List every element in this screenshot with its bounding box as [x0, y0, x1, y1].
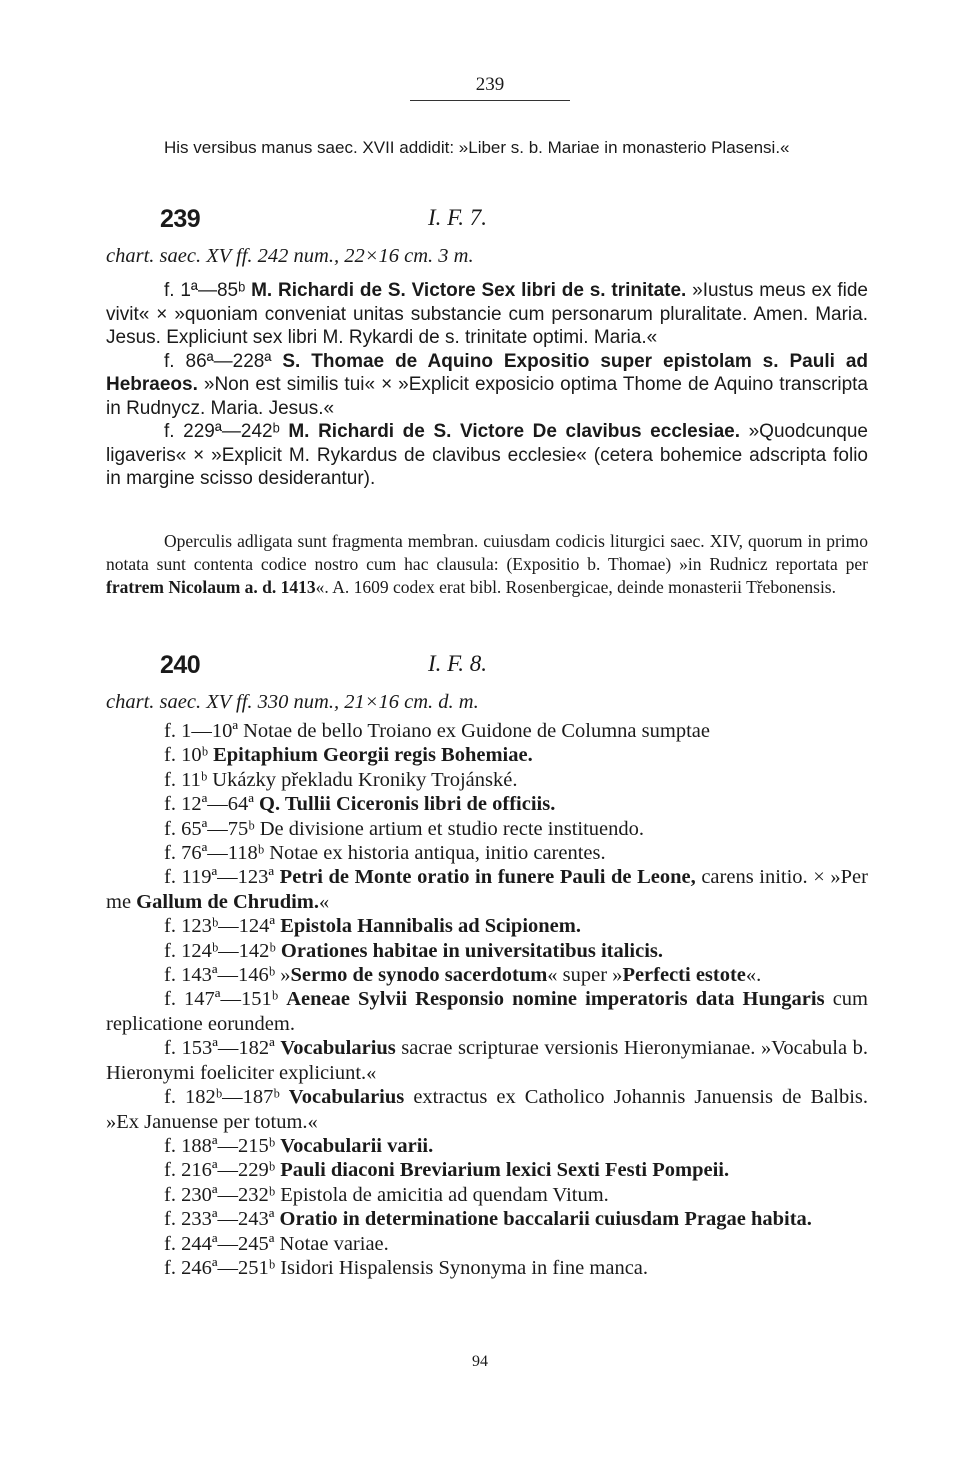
folio-range: f. 76ª—118ᵇ: [164, 842, 270, 865]
folio-range: f. 233ª—243ª: [164, 1208, 280, 1231]
folio-range: f. 246ª—251ᵇ: [164, 1256, 281, 1279]
folio-range: f. 86ª—228ª: [164, 350, 283, 372]
incipit-explicit: »Non est similis tui« × »Explicit exposicio optima Thome de Aquino transcripta in Rudnycz. Maria. Jesus.«: [106, 374, 868, 419]
content-item: [106, 1207, 868, 1231]
work-text: Isidori Hispalensis Synonyma in fine manca.: [280, 1256, 649, 1279]
entry-239-contents: [106, 279, 868, 491]
work-title: Q. Tullii Ciceronis libri de officiis.: [259, 793, 556, 816]
folio-range: f. 11ᵇ: [164, 768, 213, 791]
work-text: carens initio. × »Per me: [106, 866, 868, 913]
work-title: Oratio in determinatione baccalarii cuiusdam Pragae habita.: [279, 1208, 812, 1231]
work-text: Epistola de amicitia ad quendam Vitum.: [280, 1183, 609, 1206]
folio-range: f. 147ª—151ᵇ: [164, 988, 287, 1011]
work-title: Aeneae Sylvii Responsio nomine imperatoris data Hungaris: [286, 988, 825, 1011]
note-text: Operculis adligata sunt fragmenta membran. cuiusdam codicis liturgici saec. XIV, quorum in primo notata sunt contenta codice nostro cum hac clausula: (Expositio b. Thomae) »in Rudnicz reportata per: [106, 531, 868, 574]
work-title: Perfecti estote: [622, 964, 746, 987]
content-item: [106, 350, 868, 421]
work-text: Notae de bello Troiano ex Guidone de Columna sumptae: [243, 720, 710, 742]
work-title: M. Richardi de S. Victore Sex libri de s. trinitate.: [251, 280, 687, 301]
work-text: sacrae scripturae versionis Hieronymianae. »Vocabula b. Hieronymi foeliciter expliciunt.«: [106, 1037, 869, 1084]
work-text: extractus ex Catholico Johannis Januensis de Balbis. »Ex Januense per totum.«: [106, 1086, 868, 1133]
content-item: [106, 1085, 868, 1134]
entry-240: [106, 651, 868, 714]
work-text: De divisione artium et studio recte instituendo.: [259, 817, 645, 840]
folio-range: f. 216ª—229ᵇ: [164, 1159, 281, 1182]
work-text: «: [319, 890, 330, 913]
note-text-end: «. A. 1609 codex erat bibl. Rosenbergicae, deinde monasterii Třebonensis.: [315, 577, 836, 597]
content-item: [106, 987, 868, 1036]
intro-paragraph: [106, 137, 868, 159]
content-item: [106, 420, 868, 491]
entry-240-contents: [106, 719, 868, 1280]
content-item: [106, 743, 868, 767]
content-item: [106, 279, 868, 350]
entry-240-heading: [106, 651, 868, 691]
entry-239: [106, 205, 868, 268]
folio-range: f. 119ª—123ª: [164, 866, 280, 889]
entry-signature: I. F. 8.: [428, 651, 487, 676]
work-title: M. Richardi de S. Victore De clavibus ecclesiae.: [288, 421, 740, 442]
work-text: Notae ex historia antiqua, initio carentes.: [269, 842, 606, 865]
intro-text: His versibus manus saec. XVII addidit: »Liber s. b. Mariae in monasterio Plasensi.«: [164, 138, 790, 157]
content-item: [106, 719, 868, 743]
incipit-explicit: »Quodcunque ligaveris« × »Explicit M. Rykardus de clavibus ecclesie« (cetera bohemice adscripta folio in margine scisso desiderantur).: [106, 421, 868, 489]
work-title: Vocabularii varii.: [280, 1134, 434, 1157]
content-item: [106, 1256, 868, 1280]
work-title: Gallum de Chrudim.: [136, 890, 319, 913]
sheet-number: 94: [472, 1353, 488, 1370]
content-item: [106, 841, 868, 865]
folio-range: f. 230ª—232ᵇ: [164, 1183, 281, 1206]
folio-range: f. 229ª—242ᵇ: [164, 421, 289, 442]
folio-range: f. 123ᵇ—124ª: [164, 915, 281, 938]
binding-note: [106, 530, 868, 599]
entry-number: 240: [160, 651, 201, 679]
work-text: Notae variae.: [279, 1232, 389, 1255]
folio-range: f. 10ᵇ: [164, 744, 214, 767]
work-text: »: [280, 964, 291, 987]
folio-range: f. 65ª—75ᵇ: [164, 817, 260, 840]
content-item: [106, 1134, 868, 1158]
work-title: Orationes habitae in universitatibus italicis.: [280, 939, 664, 962]
work-title: Epitaphium Georgii regis Bohemiae.: [213, 744, 533, 767]
folio-range: f. 1ª—85ᵇ: [164, 280, 252, 301]
folio-range: f. 182ᵇ—187ᵇ: [164, 1086, 289, 1109]
note-bold: fratrem Nicolaum a. d. 1413: [106, 577, 316, 597]
entry-239-note: [106, 530, 868, 599]
work-title: Epistola Hannibalis ad Scipionem.: [280, 915, 581, 938]
folio-range: f. 188ª—215ᵇ: [164, 1134, 281, 1157]
content-item: [106, 939, 868, 963]
work-title: Petri de Monte oratio in funere Pauli de Leone,: [279, 866, 696, 889]
content-item: [106, 1158, 868, 1182]
folio-range: f. 143ª—146ᵇ: [164, 964, 281, 987]
entry-description: chart. saec. XV ff. 330 num., 21×16 cm. d. m.: [106, 691, 479, 713]
entry-signature: I. F. 7.: [428, 205, 487, 230]
incipit-explicit: »Iustus meus ex fide vivit« × »quoniam conveniat unitas substancie cum personarum pluralitate. Amen. Maria. Jesus. Expliciunt sex libri M. Rykardi de s. trinitate optimi. Maria.«: [106, 280, 868, 348]
entry-239-heading: [106, 205, 868, 245]
work-title: S. Thomae de Aquino Expositio super epistolam s. Pauli ad Hebraeos.: [106, 350, 869, 395]
folio-range: f. 244ª—245ª: [164, 1232, 280, 1255]
work-title: Vocabularius: [280, 1037, 396, 1060]
content-item: [106, 914, 868, 938]
page-number: 239: [410, 74, 570, 101]
entry-number: 239: [160, 205, 201, 233]
content-item: [106, 817, 868, 841]
entry-description: chart. saec. XV ff. 242 num., 22×16 cm. 3 m.: [106, 245, 474, 267]
work-text: «.: [745, 964, 762, 987]
content-item: [106, 792, 868, 816]
content-item: [106, 865, 868, 914]
folio-range: f. 12ª—64ª: [164, 793, 260, 816]
work-text: Ukázky překladu Kroniky Trojánské.: [212, 768, 518, 791]
folio-range: f. 1—10ª: [164, 720, 244, 742]
work-title: Pauli diaconi Breviarium lexici Sexti Festi Pompeii.: [280, 1159, 730, 1182]
content-item: [106, 1232, 868, 1256]
folio-range: f. 153ª—182ª: [164, 1037, 281, 1060]
work-title: Sermo de synodo sacerdotum: [290, 964, 548, 987]
work-text: cum replicatione eorundem.: [106, 988, 868, 1035]
work-title: Vocabularius: [288, 1086, 405, 1109]
content-item: [106, 963, 868, 987]
folio-range: f. 124ᵇ—142ᵇ: [164, 939, 281, 962]
content-item: [106, 1183, 868, 1207]
content-item: [106, 1036, 868, 1085]
content-item: [106, 768, 868, 792]
work-text: « super »: [547, 964, 623, 987]
